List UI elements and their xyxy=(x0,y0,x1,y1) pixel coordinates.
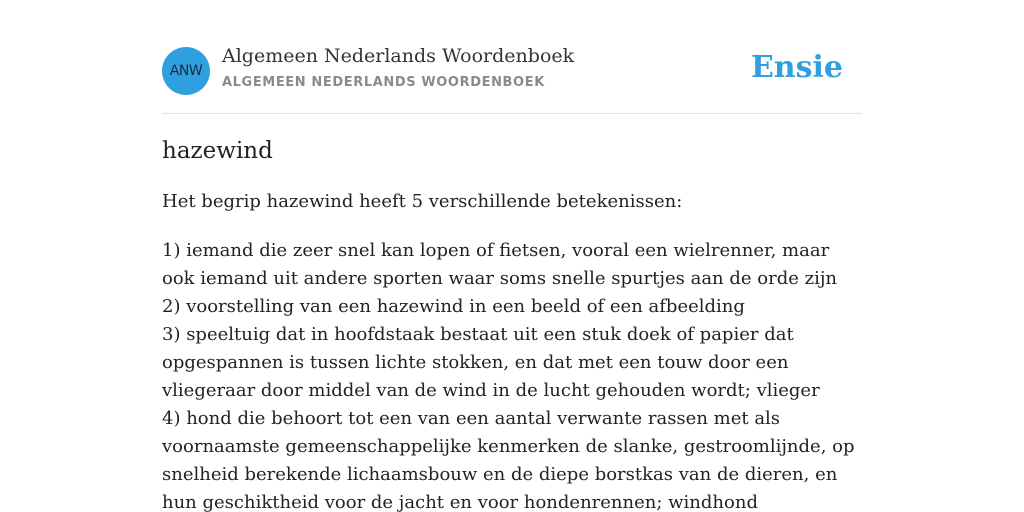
anw-logo[interactable]: ANW xyxy=(162,47,210,95)
entry-word: hazewind xyxy=(162,138,273,164)
source-title[interactable]: Algemeen Nederlands Woordenboek xyxy=(222,45,575,67)
source-header xyxy=(162,0,862,114)
ensie-brand-logo[interactable]: Ensie xyxy=(750,50,843,85)
definition-item: 2) voorstelling van een hazewind in een beeld of een afbeelding xyxy=(162,296,745,317)
content-container xyxy=(162,0,862,512)
source-subtitle: ALGEMEEN NEDERLANDS WOORDENBOEK xyxy=(222,75,545,90)
definition-item: 1) iemand die zeer snel kan lopen of fietsen, vooral een wielrenner, maar ook iemand uit andere sporten waar soms snelle spurtjes aan de orde zijn xyxy=(162,240,838,289)
definition-item: 3) speeltuig dat in hoofdstaak bestaat uit een stuk doek of papier dat opgespannen is tussen lichte stokken, en dat met een touw door een vliegeraar door middel van de wind in de lucht gehouden wordt; vlieger xyxy=(162,324,820,401)
definition-list xyxy=(162,237,862,512)
entry-intro: Het begrip hazewind heeft 5 verschillende betekenissen: xyxy=(162,191,683,212)
definition-item: 4) hond die behoort tot een van een aantal verwante rassen met als voornaamste gemeenschappelijke kenmerken de slanke, gestroomlijnde, op snelheid berekende lichaamsbouw en de diepe borstkas van de dieren, en hun geschiktheid voor de jacht en voor hondenrennen; windhond xyxy=(162,408,855,512)
